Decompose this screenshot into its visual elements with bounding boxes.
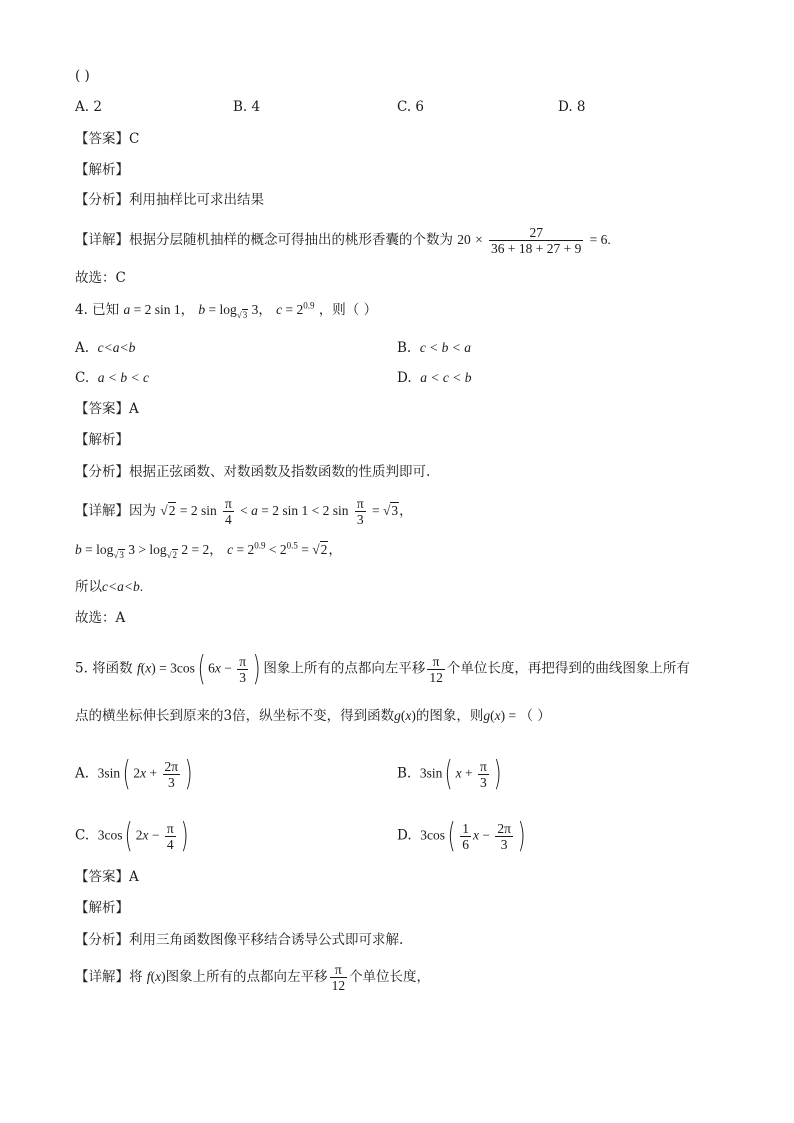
q5-stem-suffix: 个单位长度，再把得到的曲线图象上所有 [446,660,690,677]
q3-fenxi: 【分析】利用抽样比可求出结果 [75,192,264,208]
q4-analysis-heading: 【解析】 [75,432,129,448]
q5-detail-suffix: 个单位长度， [349,969,431,985]
q3-option-a: A. 2 [75,99,102,115]
q4-so-expr: c<a<b [102,579,140,594]
q5-analysis-heading: 【解析】 [75,900,129,916]
q5-stem-line2: 点的横坐标伸长到原来的3倍，纵坐标不变，得到函数g(x)的图象，则g(x) = （ ） [75,708,551,724]
q4-option-b: B. c < b < a [397,340,472,356]
q4-option-d: D. a < c < b [397,370,472,386]
q3-option-b: B. 4 [233,99,261,115]
q3-fraction-num: 27 [489,225,583,241]
q3-analysis-heading: 【解析】 [75,162,129,178]
q4-detail-prefix: 【详解】因为 [75,503,156,519]
q4-so: 所以c<a<b. [75,579,144,595]
q4-stem-suffix: ，则（ ） [318,302,378,318]
q5-answer: 【答案】A [75,869,139,885]
q3-fraction-den: 36 + 18 + 27 + 9 [491,241,582,256]
q3-detail-result: 6 [600,232,608,247]
q3-result: 故选：C [75,270,126,286]
q5-detail: 【详解】将 f(x)图象上所有的点都向左平移 $\frac{\pi}{12}$ 个单位长度， [75,962,431,993]
q5-option-d: D. 3cos( $\frac{1}{6}$ x − $\frac{2\pi}{3}$ ) [397,816,526,856]
q4-detail-line2: $b = \log_{√3} 3 > \log_{√2} 2 = 2$， $c = 2^{0.9} < 2^{0.5} = √2$， [75,540,342,560]
q3-detail-text: 【详解】根据分层随机抽样的概念可得抽出的桃形香囊的个数为 [75,232,453,248]
q5-line2-prefix: 点的横坐标伸长到原来的3倍，纵坐标不变，得到函数 [75,708,395,724]
q4-stem: 4. 已知 a = 2 sin 1， $b = \log_{√3} 3$， $c = 2^{0.9}$ ，则（ ） [75,300,378,320]
q3-option-c: C. 6 [397,99,425,115]
q4-detail: 【详解】因为 √2 = 2 sin $\frac{\pi}{4}$ < a = 2 sin 1 < 2 sin $\frac{\pi}{3}$ = √3， [75,496,413,527]
q4-option-a: A. c<a<b [75,340,136,356]
q5-option-c: C. 3cos( 2x − $\frac{\pi}{4}$ ) [75,816,189,856]
q5-option-b: B. 3sin( x + $\frac{\pi}{3}$ ) [397,754,502,794]
q4-stem-prefix: 4. 已知 [75,302,120,318]
q5-stem-prefix: 5. 将函数 [75,660,133,677]
q4-answer: 【答案】A [75,401,139,417]
q5-line2-suffix: （ ） [519,708,551,724]
q4-result: 故选：A [75,610,126,626]
q4-fenxi: 【分析】根据正弦函数、对数函数及指数函数的性质判即可. [75,464,431,480]
q5-line2-mid: 的图象，则 [415,708,484,724]
q5-fenxi: 【分析】利用三角函数图像平移结合诱导公式即可求解. [75,932,404,948]
question-paren: ( ) [75,68,90,84]
q3-answer: 【答案】C [75,131,140,147]
q4-so-label: 所以 [75,579,102,595]
q3-detail: 【详解】根据分层随机抽样的概念可得抽出的桃形香囊的个数为 20 × $\frac{27}{36 + 18 + 27 + 9}$ = 6. [75,225,611,256]
q3-detail-fraction [489,225,583,256]
q3-detail-a: 20 [457,232,471,247]
q5-detail-prefix: 【详解】将 [75,969,143,985]
q3-option-d: D. 8 [558,99,586,115]
q5-detail-mid: 图象上所有的点都向左平移 [165,969,328,985]
q5-stem-mid: 图象上所有的点都向左平移 [263,660,426,677]
q5-stem: 5. 将函数 f(x) = 3cos( 6x − $\frac{\pi}{3}$ ) 图象上所有的点都向左平移 $\frac{\pi}{12}$ 个单位长度，再把得到的曲线图象上所有 [75,649,690,689]
q5-option-a: A. 3sin( 2x + $\frac{2\pi}{3}$ ) [75,754,193,794]
q4-option-c: C. a < b < c [75,370,149,386]
